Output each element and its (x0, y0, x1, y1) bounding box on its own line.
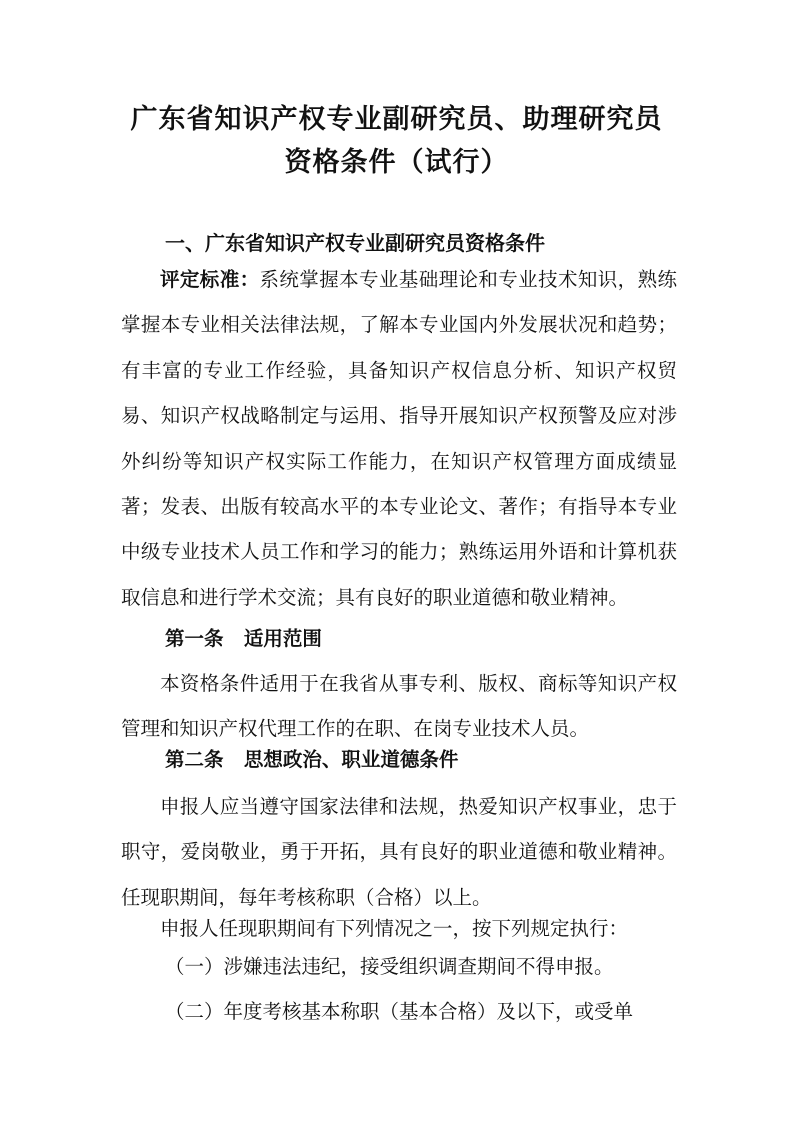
article-one-paragraph: 本资格条件适用于在我省从事专利、版权、商标等知识产权管理和知识产权代理工作的在职、在岗专业技术人员。 (121, 672, 677, 741)
section-one-heading: 一、广东省知识产权专业副研究员资格条件 (165, 231, 545, 255)
document-title-line-2: 资格条件（试行） (284, 147, 509, 178)
situation-item: （二）年度考核基本称职（基本合格）及以下，或受单 (165, 1000, 634, 1023)
evaluation-standard-label: 评定标准： (160, 268, 260, 291)
article-two-heading: 第二条 思想政治、职业道德条件 (165, 748, 459, 771)
evaluation-standard-text: 系统掌握本专业基础理论和专业技术知识，熟练掌握本专业相关法律法规，了解本专业国内外发展状况和趋势；有丰富的专业工作经验，具备知识产权信息分析、知识产权贸易、知识产权战略制定与运用、指导开展知识产权预警及应对涉外纠纷等知识产权实际工作能力，在知识产权管理方面成绩显著；发表、出版有较高水平的本专业论文、著作；有指导本专业中级专业技术人员工作和学习的能力；熟练运用外语和计算机获取信息和进行学术交流；具有良好的职业道德和敬业精神。 (121, 268, 677, 609)
evaluation-standard-paragraph (121, 257, 677, 620)
situation-item: （一）涉嫌违法违纪，接受组织调查期间不得申报。 (165, 955, 614, 978)
article-two-paragraph: 申报人应当遵守国家法律和法规，热爱知识产权事业，忠于职守，爱岗敬业，勇于开拓，具有良好的职业道德和敬业精神。任现职期间，每年考核称职（合格）以上。 (121, 795, 677, 909)
document-title-line-1: 广东省知识产权专业副研究员、助理研究员 (130, 104, 663, 135)
situations-intro-paragraph: 申报人任现职期间有下列情况之一，按下列规定执行： (160, 917, 629, 940)
article-one-heading: 第一条 适用范围 (165, 627, 322, 650)
